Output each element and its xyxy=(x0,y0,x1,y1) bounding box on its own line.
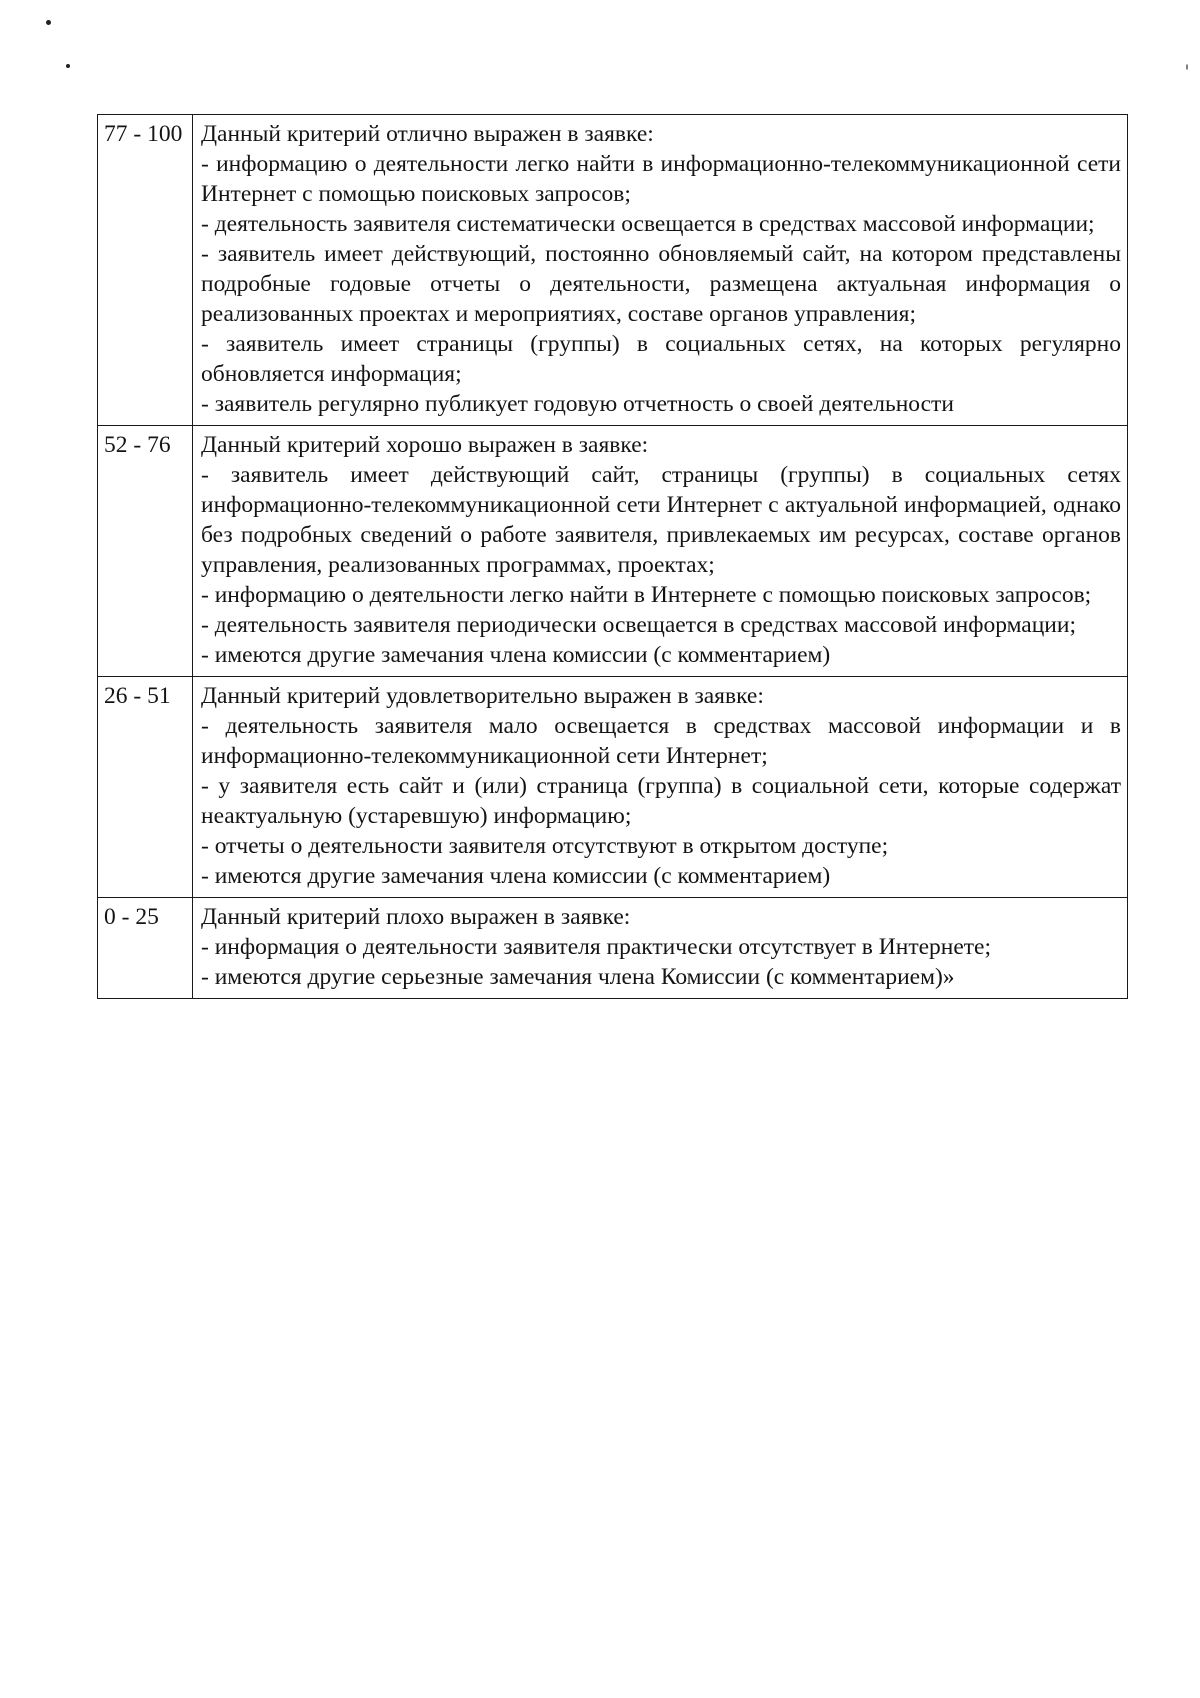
scan-speck xyxy=(66,64,70,68)
criteria-table xyxy=(97,114,1128,999)
criterion-item: - имеются другие замечания члена комиссии (с комментарием) xyxy=(201,863,831,889)
criterion-description xyxy=(193,898,1128,999)
criterion-description xyxy=(193,426,1128,677)
criterion-description xyxy=(193,115,1128,426)
score-range: 0 - 25 xyxy=(98,898,193,999)
criterion-item: - у заявителя есть сайт и (или) страница (группа) в социальной сети, которые содержат неактуальную (устаревшую) информацию; xyxy=(201,773,1121,829)
scan-speck xyxy=(46,20,51,25)
table-row xyxy=(98,677,1128,898)
criterion-item: - деятельность заявителя систематически освещается в средствах массовой информации; xyxy=(201,211,1095,237)
score-range: 52 - 76 xyxy=(98,426,193,677)
criterion-item: - деятельность заявителя периодически освещается в средствах массовой информации; xyxy=(201,612,1076,638)
criterion-item: - отчеты о деятельности заявителя отсутствуют в открытом доступе; xyxy=(201,833,889,859)
table-row xyxy=(98,426,1128,677)
criterion-item: - имеются другие замечания члена комиссии (с комментарием) xyxy=(201,642,831,668)
criterion-item: - информация о деятельности заявителя практически отсутствует в Интернете; xyxy=(201,934,992,960)
criterion-heading: Данный критерий удовлетворительно выражен в заявке: xyxy=(201,683,764,709)
score-range: 26 - 51 xyxy=(98,677,193,898)
criterion-heading: Данный критерий хорошо выражен в заявке: xyxy=(201,432,649,458)
criterion-item: - заявитель регулярно публикует годовую отчетность о своей деятельности xyxy=(201,391,954,417)
criterion-item: - заявитель имеет действующий, постоянно обновляемый сайт, на котором представлены подробные годовые отчеты о деятельности, размещена актуальная информация о реализованных проектах и мероприятиях, составе органов управления; xyxy=(201,241,1121,327)
criterion-item: - информацию о деятельности легко найти в информационно-телекоммуникационной сети Интернет с помощью поисковых запросов; xyxy=(201,151,1121,207)
criterion-description xyxy=(193,677,1128,898)
criterion-item: - информацию о деятельности легко найти в Интернете с помощью поисковых запросов; xyxy=(201,582,1092,608)
criterion-heading: Данный критерий плохо выражен в заявке: xyxy=(201,904,631,930)
criterion-item: - деятельность заявителя мало освещается в средствах массовой информации и в информационно-телекоммуникационной сети Интернет; xyxy=(201,713,1121,769)
criterion-heading: Данный критерий отлично выражен в заявке: xyxy=(201,121,654,147)
criterion-item: - заявитель имеет страницы (группы) в социальных сетях, на которых регулярно обновляется информация; xyxy=(201,331,1121,387)
score-range: 77 - 100 xyxy=(98,115,193,426)
scan-speck xyxy=(1186,64,1188,70)
table-row xyxy=(98,898,1128,999)
criterion-item: - имеются другие серьезные замечания члена Комиссии (с комментарием)» xyxy=(201,964,955,990)
criterion-item: - заявитель имеет действующий сайт, страницы (группы) в социальных сетях информационно-телекоммуникационной сети Интернет с актуальной информацией, однако без подробных сведений о работе заявителя, привлекаемых им ресурсах, составе органов управления, реализованных программах, проектах; xyxy=(201,462,1121,578)
table-row xyxy=(98,115,1128,426)
